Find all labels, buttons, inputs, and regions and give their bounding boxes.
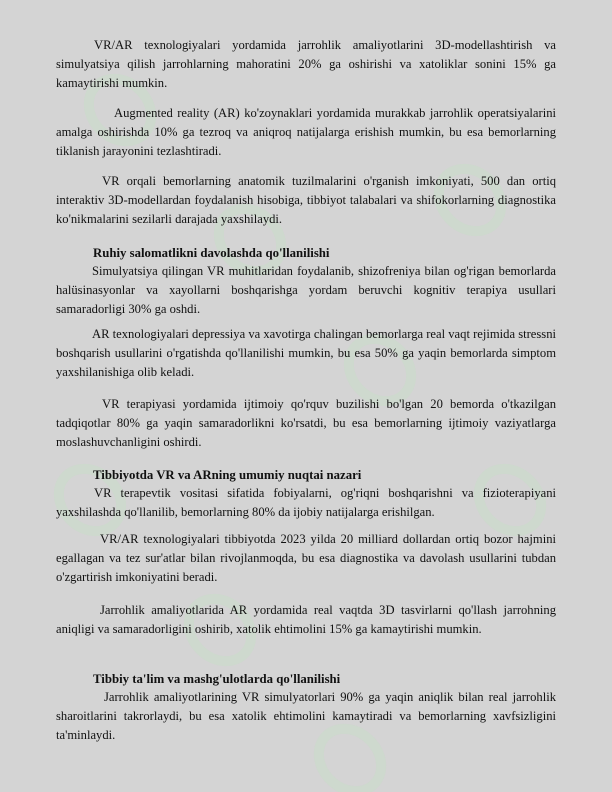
paragraph-ar-glasses: Augmented reality (AR) ko'zoynaklari yordamida murakkab jarrohlik operatsiyalarini amalga oshirishda 10% ga tezroq va aniqroq natijalarga erishish mumkin, bu esa bemorlarning tiklanish jarayonini tezlashtiradi. — [56, 106, 556, 159]
paragraph-schizophrenia: Simulyatsiya qilingan VR muhitlaridan foydalanib, shizofreniya bilan og'rigan bemorlarda halüsinasyonlar va xayollarni boshqarishga yordam beruvchi kognitiv terapiya usullari samaradorligi 30% ga oshdi. — [56, 264, 556, 317]
heading-mental-health: Ruhiy salomatlikni davolashda qo'llanilishi — [93, 246, 330, 260]
paragraph-depression: AR texnologiyalari depressiya va xavotirga chalingan bemorlarga real vaqt rejimida stressni boshqarish usullarini o'rgatishda qo'llanilishi mumkin, bu esa 50% ga yaqin bemorlarda simptom yaxshilanishiga olib keladi. — [56, 327, 556, 380]
paragraph-market: VR/AR texnologiyalari tibbiyotda 2023 yilda 20 milliard dollardan ortiq bozor hajmini egallagan va tez sur'atlar bilan rivojlanmoqda, bu esa diagnostika va davolash usullarini tubdan o'zgartirish imkoniyatini beradi. — [56, 532, 556, 585]
paragraph-simulators: Jarrohlik amaliyotlarining VR simulyatorlari 90% ga yaqin aniqlik bilan real jarrohlik sharoitlarini takrorlaydi, bu esa xatolik ehtimolini kamaytiradi va bemorlarning xavfsizligini ta'minlaydi. — [56, 690, 556, 743]
paragraph-surgery-modeling: VR/AR texnologiyalari yordamida jarrohlik amaliyotlarini 3D-modellashtirish va simulyatsiya qilish jarrohlarning mahoratini 20% ga oshirishi va xatoliklar sonini 15% ga kamaytirishi mumkin. — [56, 38, 556, 91]
heading-education: Tibbiy ta'lim va mashg'ulotlarda qo'llanilishi — [93, 672, 341, 686]
paragraph-anatomy-learning: VR orqali bemorlarning anatomik tuzilmalarini o'rganish imkoniyati, 500 dan ortiq interaktiv 3D-modellardan foydalanish hisobiga, tibbiyot talabalari va shifokorlarning diagnostika ko'nikmalarini sezilarli darajada yaxshilaydi. — [56, 174, 556, 227]
paragraph-realtime-3d: Jarrohlik amaliyotlarida AR yordamida real vaqtda 3D tasvirlarni qo'llash jarrohning aniqligi va samaradorligini oshirib, xatolik ehtimolini 15% ga kamaytirishi mumkin. — [56, 603, 556, 637]
paragraph-social-fear: VR terapiyasi yordamida ijtimoiy qo'rquv buzilishi bo'lgan 20 bemorda o'tkazilgan tadqiqotlar 80% ga yaqin samaradorlikni ko'rsatdi, bu esa bemorlarning ijtimoiy vaziyatlarga moslashuvchanligini oshirdi. — [56, 397, 556, 450]
paragraph-therapeutic: VR terapevtik vositasi sifatida fobiyalarni, og'riqni boshqarishni va fizioterapiyani yaxshilashda qo'llanilib, bemorlarning 80% da ijobiy natijalarga erishilgan. — [56, 486, 556, 520]
heading-overview: Tibbiyotda VR va ARning umumiy nuqtai nazari — [93, 468, 362, 482]
